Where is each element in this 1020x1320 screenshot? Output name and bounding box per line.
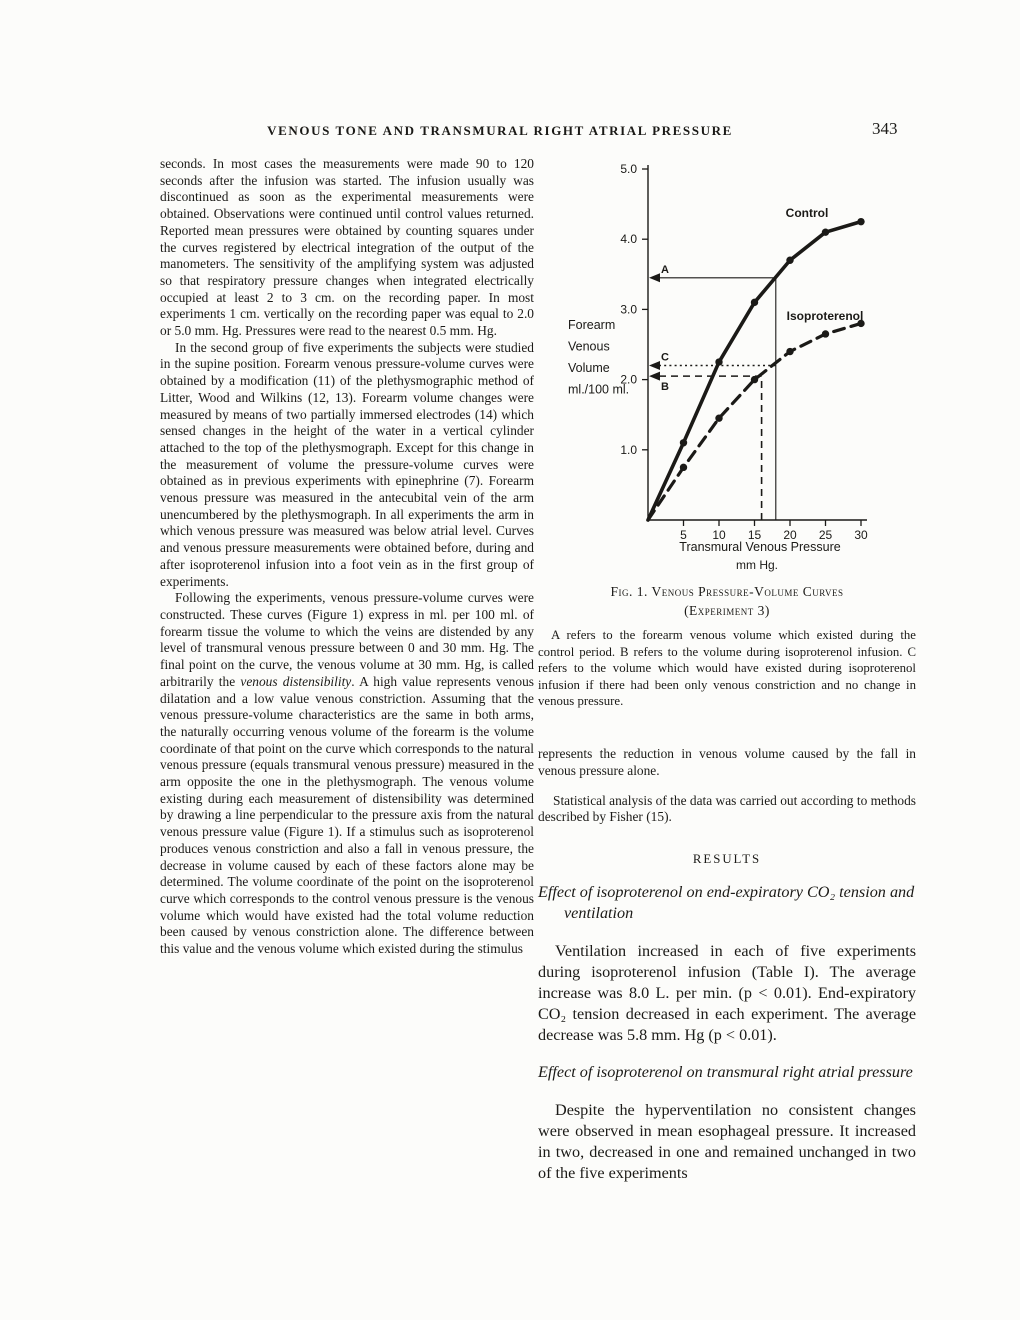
italic-term: venous distensibility [240, 673, 352, 689]
figure-1-chart [538, 157, 916, 577]
paragraph: Despite the hyperventilation no consistent changes were observed in mean esophageal pressure. It increased in two, decreased in one and remained unchanged in two of the five experiments [538, 1100, 916, 1182]
svg-text:30: 30 [854, 528, 868, 542]
svg-text:5.0: 5.0 [620, 162, 637, 176]
figure-caption-experiment: (Experiment 3) [684, 603, 770, 618]
svg-text:B: B [661, 381, 669, 394]
section-subheading: Effect of isoproterenol on end-expiratory CO₂ tension and ventilation [538, 882, 915, 923]
paragraph: Statistical analysis of the data was carried out according to methods described by Fisher (15). [538, 792, 916, 825]
results-heading: RESULTS [692, 851, 762, 866]
svg-text:10: 10 [712, 528, 726, 542]
svg-text:4.0: 4.0 [620, 232, 637, 247]
paragraph: seconds. In most cases the measurements were made 90 to 120 seconds after the infusion was started. The infusion usually was discontinued as soon as the experimental measurements were obtained. Observations were continued until control values returned. Reported mean pressures were obtained by counting squares under the curves registered by electrical integration of the output of the manometers. The sensitivity of the amplifying system was adjusted so that respiratory pressure changes when integrated electrically occupied at least 2 to 3 cm. on the recording paper. In most experiments 1 cm. vertically on the recording paper was equal to 2.0 or 5.0 mm. Hg. Pressures were read to the nearest 0.5 mm. Hg. [160, 156, 534, 339]
paragraph: Ventilation increased in each of five experiments during isoproterenol infusion (Table I). The average increase was 8.0 L. per min. (p < 0.01). End-expiratory CO₂ tension decreased in each experiment. The average decrease was 5.8 mm. Hg (p < 0.01). [538, 941, 916, 1044]
svg-text:Forearm: Forearm [568, 318, 616, 332]
page-number: 343 [872, 119, 898, 138]
paragraph: represents the reduction in venous volume caused by the fall in venous pressure alone. [538, 745, 916, 778]
svg-text:Transmural Venous Pressure: Transmural Venous Pressure [679, 540, 841, 554]
right-column [538, 157, 916, 1200]
pressure-volume-chart [538, 157, 916, 577]
svg-text:1.0: 1.0 [620, 442, 637, 457]
paragraph [160, 590, 534, 957]
left-column [160, 156, 534, 958]
svg-text:A: A [661, 263, 669, 276]
figure-legend: A refers to the forearm venous volume which existed during the control period. B refers to the volume during isoproterenol infusion. C refers to the volume which would have existed during isoproterenol infusion if there had been only venous constriction and no change in venous pressure. [538, 628, 916, 709]
svg-text:25: 25 [818, 528, 833, 542]
svg-text:Volume: Volume [568, 361, 610, 375]
svg-text:Venous: Venous [568, 339, 610, 354]
x-axis-label [679, 540, 840, 572]
svg-text:20: 20 [783, 528, 797, 542]
paragraph-text: Following the experiments, venous pressure-volume curves were constructed. These curves (Figure 1) express in ml. per 100 ml. of forearm tissue the volume to which the veins are distended by any level of transmural venous pressure between 0 and 30 mm. Hg. The final point on the curve, the venous volume at 30 mm. Hg, is called arbitrarily the [160, 590, 534, 689]
svg-text:3.0: 3.0 [620, 302, 637, 317]
isoproterenol-series-label: Isoproterenol [786, 309, 864, 323]
svg-text:15: 15 [747, 528, 762, 542]
control-series-label: Control [785, 206, 829, 220]
isoproterenol-curve [648, 309, 865, 520]
svg-text:5: 5 [680, 528, 687, 542]
section-subheading: Effect of isoproterenol on transmural right atrial pressure [538, 1063, 913, 1082]
tick-labels [620, 162, 868, 542]
running-head: VENOUS TONE AND TRANSMURAL RIGHT ATRIAL PRESSURE [267, 123, 733, 138]
svg-text:2.0: 2.0 [620, 372, 637, 387]
svg-text:C: C [661, 351, 669, 364]
paragraph: In the second group of five experiments the subjects were studied in the supine position. Forearm venous pressure-volume curves were obtained by a modification (11) of the plethysmographic method of Litter, Wood and Wilkins (12, 13). Forearm volume changes were measured by means of two partially immersed electrodes (14) which sensed changes in the height of the water in a vertical cylinder attached to the top of the plethysmograph. Except for this change in the measurement of volume the pressure-volume curves were obtained as in previous experiments with epinephrine (7). Forearm venous pressure was measured in the antecubital vein of the arm unencumbered by the plethysmograph. In all experiments the arm in which venous pressure was measured was below atrial level. Curves and venous pressure measurements were obtained before, during and after isoproterenol infusion into a foot vein as in the first group of experiments. [160, 339, 534, 589]
y-axis-label [568, 318, 629, 397]
paragraph-text: . A high value represents venous dilatation and a low value venous constriction. Assuming that the venous pressure-volume characteristics are the same in both arms, the naturally occurring venous volume of the forearm is the volume coordinate of that point on the curve which corresponds to the natural venous pressure (equals transmural venous pressure) measured in the arm opposite the one in the plethysmograph. The venous volume existing during each measurement of distensibility was determined by drawing a line perpendicular to the pressure axis from the natural venous pressure value (Figure 1). If a stimulus such as isoproterenol produces venous constriction and also a fall in venous pressure, the decrease in volume caused by each of these factors alone may be determined. The volume coordinate of the point on the isoproterenol curve which corresponds to the control venous pressure is the venous volume which would have existed had the total volume reduction been caused by venous constriction alone. The difference between this value and the venous volume which existed during the stimulus [160, 673, 534, 957]
svg-text:ml./100 ml.: ml./100 ml. [568, 382, 630, 397]
reference-lines [762, 278, 776, 520]
svg-text:mm Hg.: mm Hg. [736, 558, 778, 572]
figure-caption: Fig. 1. Venous Pressure-Volume Curves [610, 584, 844, 599]
